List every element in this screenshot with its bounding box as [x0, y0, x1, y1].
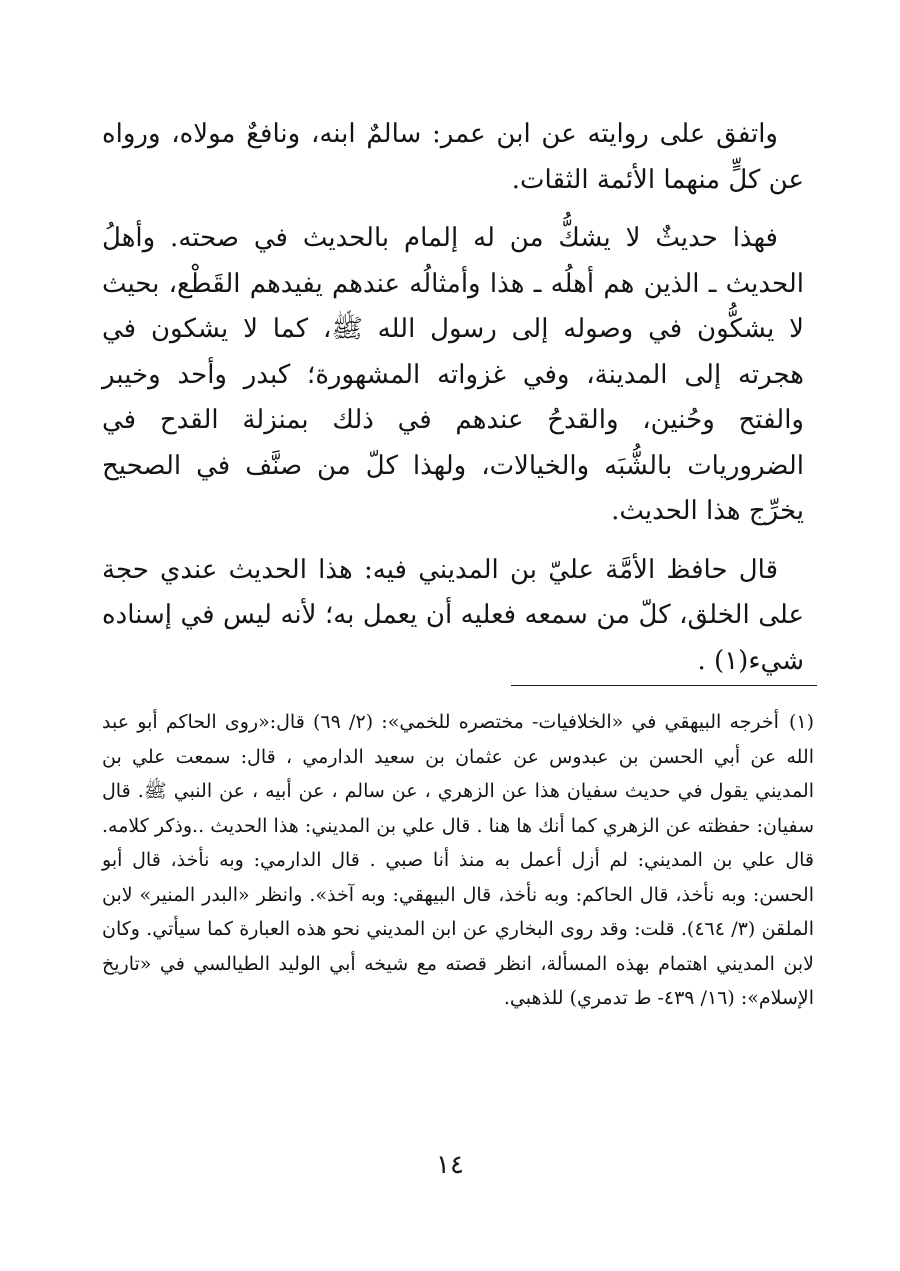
- paragraph-2: فهذا حديثٌ لا يشكُّ من له إلمام بالحديث في صحته. وأهلُ الحديث ـ الذين هم أهلُه ـ هذا وأمثالُه عندهم يفيدهم القَطْع، بحيث لا يشكُّون في وصوله إلى رسول الله ﷺ، كما لا يشكون في هجرته إلى المدينة، وفي غزواته المشهورة؛ كبدر وأحد وخيبر والفتح وحُنين، والقدحُ عندهم في ذلك بمنزلة القدح في الضروريات بالشُّبَه والخيالات، ولهذا كلّ من صنَّف في الصحيح يخرِّج هذا الحديث.: [102, 223, 804, 526]
- page-number: ١٤: [436, 1150, 464, 1180]
- footnote-text: أخرجه البيهقي في «الخلافيات- مختصره للخمي»: (٢/ ٦٩) قال:«روى الحاكم أبو عبد الله عن أبي الحسن بن عبدوس عن عثمان بن سعيد الدارمي ، قال: سمعت علي بن المديني يقول في حديث سفيان هذا عن الزهري ، عن سالم ، عن أبيه ، عن النبي ﷺ. قال سفيان: حفظته عن الزهري كما أنك ها هنا . قال علي بن المديني: هذا الحديث ..وذكر كلامه. قال علي بن المديني: لم أزل أعمل به منذ أنا صبي . قال الدارمي: وبه نأخذ، قال أبو الحسن: وبه نأخذ، قال الحاكم: وبه نأخذ، قال البيهقي: وبه آخذ». وانظر «البدر المنير» لابن الملقن (٣/ ٤٦٤). قلت: وقد روى البخاري عن ابن المديني نحو هذه العبارة كما سيأتي. وكان لابن المديني اهتمام بهذه المسألة، انظر قصته مع شيخه أبي الوليد الطيالسي في «تاريخ الإسلام»: (١٦/ ٤٣٩- ط تدمري) للذهبي.: [102, 711, 814, 1009]
- paragraph-3: قال حافظ الأمَّة عليّ بن المديني فيه: هذا الحديث عندي حجة على الخلق، كلّ من سمعه فعليه أن يعمل به؛ لأنه ليس في إسناده شيء(١) .: [102, 554, 804, 676]
- footnote-separator: [511, 685, 817, 686]
- paragraph-1: واتفق على روايته عن ابن عمر: سالمٌ ابنه، ونافعٌ مولاه، ورواه عن كلٍّ منهما الأئمة الثقات.: [102, 119, 804, 195]
- footnote-number: (١): [788, 711, 815, 733]
- footnote: [102, 705, 814, 1016]
- main-text: [102, 112, 804, 684]
